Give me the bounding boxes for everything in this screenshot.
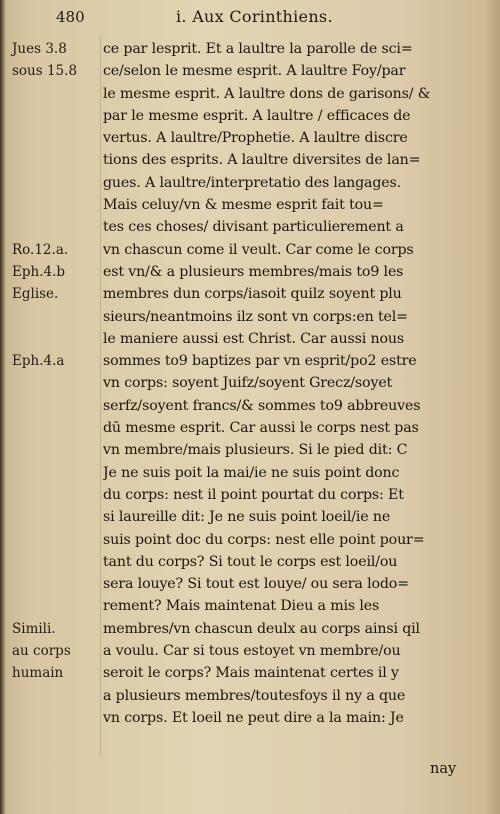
text-line: membres/vn chascun deulx au corps ainsi qil <box>103 620 420 637</box>
text-line: sommes to9 baptizes par vn esprit/po2 estre <box>103 353 417 370</box>
text-line: a voulu. Car si tous estoyet vn membre/ou <box>103 643 401 660</box>
margin-note: Eph.4.a <box>12 353 65 370</box>
text-line: par le mesme esprit. A laultre / efficaces de <box>103 107 411 124</box>
margin-note: humain <box>12 665 64 682</box>
text-line: suis point doc du corps: nest elle point pour= <box>103 531 425 548</box>
text-line: Mais celuy/vn & mesme esprit fait tou= <box>103 197 384 214</box>
margin-note: Eph.4.b <box>12 264 66 280</box>
text-line: vn corps. Et loeil ne peut dire a la main: Je <box>103 709 404 726</box>
margin-note: sous 15.8 <box>12 63 78 80</box>
text-line: vn chascun come il veult. Car come le corps <box>103 241 414 258</box>
margin-notes <box>12 0 102 814</box>
text-line: seroit le corps? Mais maintenat certes il y <box>103 665 399 682</box>
margin-note: au corps <box>12 643 71 660</box>
text-line: dū mesme esprit. Car aussi le corps nest pas <box>103 420 419 437</box>
page-number: 480 <box>56 8 85 26</box>
text-line: ce/selon le mesme esprit. A laultre Foy/par <box>103 63 406 80</box>
margin-note: Eglise. <box>12 286 59 303</box>
text-line: serfz/soyent francs/& sommes to9 abbreuves <box>103 397 421 414</box>
margin-note: Simili. <box>12 620 56 637</box>
running-head: i. Aux Corinthiens. <box>176 7 333 26</box>
text-line: ce par lesprit. Et a laultre la parolle de sci= <box>103 41 413 57</box>
text-line: du corps: nest il point pourtat du corps: Et <box>103 486 404 503</box>
text-line: sieurs/neantmoins ilz sont vn corps:en tel= <box>103 308 408 325</box>
text-line: vertus. A laultre/Prophetie. A laultre discre <box>103 130 408 147</box>
text-line: le maniere aussi est Christ. Car aussi nous <box>103 330 404 347</box>
text-line: vn membre/mais plusieurs. Si le pied dit: C <box>103 442 408 459</box>
text-line: gues. A laultre/interpretatio des langages. <box>103 174 402 191</box>
text-line: tions des esprits. A laultre diversites de lan= <box>103 152 421 169</box>
text-line: Je ne suis poit la mai/ie ne suis point donc <box>103 464 400 481</box>
margin-note: Ro.12.a. <box>12 241 69 258</box>
margin-note: Jues 3.8 <box>12 41 67 57</box>
text-line: vn corps: soyent Juifz/soyent Grecz/soyet <box>103 375 393 392</box>
text-line: sera louye? Si tout est louye/ ou sera lodo= <box>103 576 409 593</box>
text-line: membres dun corps/iasoit quilz soyent plu <box>103 286 402 303</box>
catchword: nay <box>430 761 457 777</box>
text-line: tant du corps? Si tout le corps est loeil/ou <box>103 553 398 570</box>
text-line: si laureille dit: Je ne suis point loeil/ie ne <box>103 509 391 526</box>
text-line: est vn/& a plusieurs membres/mais to9 les <box>103 263 404 280</box>
text-line: tes ces choses/ divisant particulierement a <box>103 219 404 236</box>
main-text <box>103 38 471 729</box>
text-line: a plusieurs membres/toutesfoys il ny a que <box>103 687 406 704</box>
text-line: le mesme esprit. A laultre dons de garisons/ & <box>103 85 431 102</box>
text-line: rement? Mais maintenat Dieu a mis les <box>103 598 380 615</box>
